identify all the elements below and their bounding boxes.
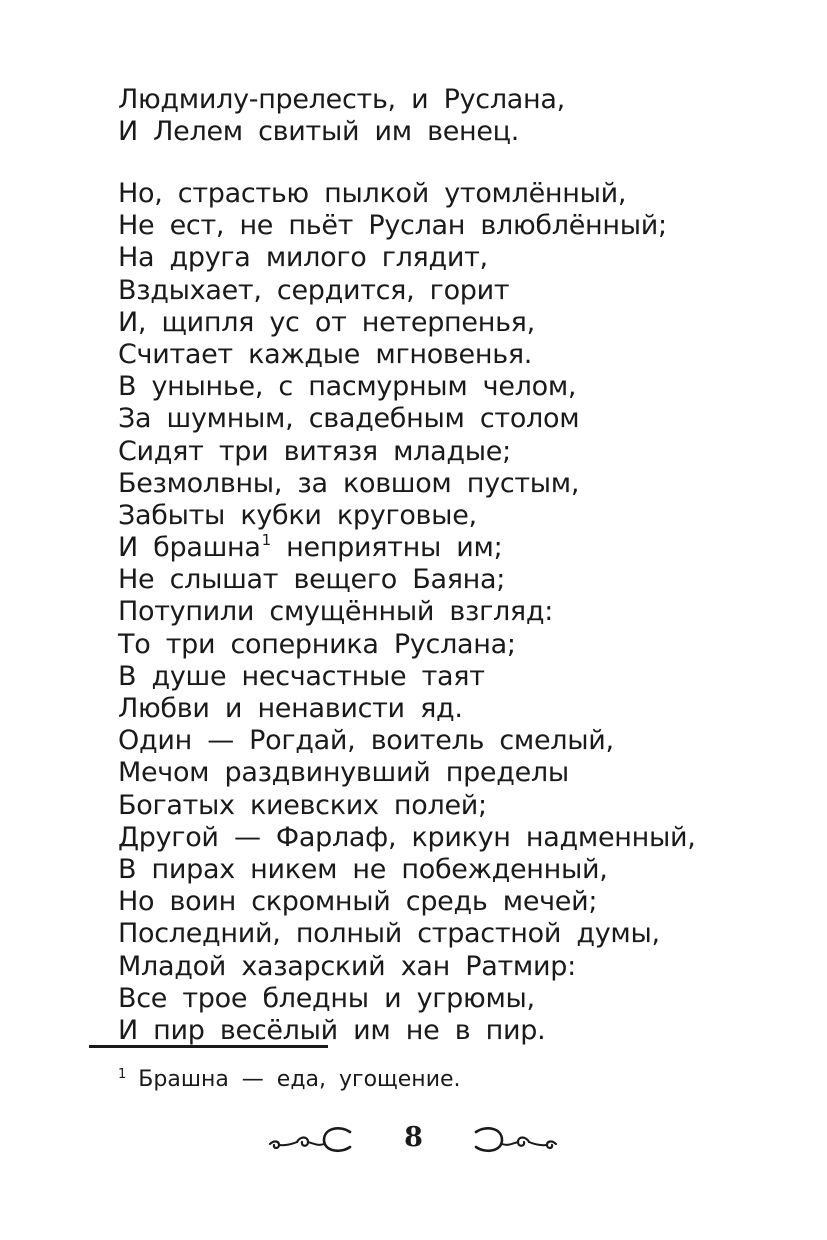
verse-line: В пирах никем не побежденный, [118, 853, 608, 885]
right-flourish-icon [470, 1122, 560, 1158]
stanza-2 [118, 178, 696, 1047]
verse-line: Младой хазарский хан Ратмир: [118, 950, 576, 982]
verse-line: В душе несчастные таят [118, 660, 485, 692]
verse-line: Считает каждые мгновенья. [118, 338, 533, 370]
verse-line: В унынье, с пасмурным челом, [118, 371, 577, 403]
verse-line: На друга милого глядит, [118, 242, 488, 274]
verse-line-with-footnote [118, 532, 696, 564]
verse-line: Но воин скромный средь мечей; [118, 886, 598, 918]
verse-line: Вздыхает, сердится, горит [118, 274, 510, 306]
page-footer [0, 1118, 827, 1162]
verse-line: Забыты кубки круговые, [118, 499, 477, 531]
verse-line: Последний, полный страстной думы, [118, 918, 660, 950]
verse-line: Другой — Фарлаф, крикун надменный, [118, 821, 696, 853]
verse-line: Безмолвны, за ковшом пустым, [118, 467, 580, 499]
verse-line-end: неприятны им; [270, 532, 503, 564]
footnote-reference: 1 [261, 531, 271, 550]
verse-line: Все трое бледны и угрюмы, [118, 982, 535, 1014]
verse-line: Не слышат вещего Баяна; [118, 564, 506, 596]
verse-line: Людмилу-прелесть, и Руслана, [118, 84, 565, 115]
verse-line: Любви и ненависти яд. [118, 693, 463, 724]
footnote-marker: 1 [118, 1067, 127, 1082]
verse-line: Мечом раздвинувший пределы [118, 757, 569, 789]
verse-line: И Лелем свитый им венец. [118, 116, 520, 148]
verse-line: То три соперника Руслана; [118, 628, 516, 660]
left-flourish-icon [266, 1122, 356, 1158]
page-number: 8 [404, 1122, 423, 1153]
stanza-1 [118, 84, 565, 148]
verse-line: Один — Рогдай, воитель смелый, [118, 725, 614, 757]
verse-line-start: И брашна [118, 532, 261, 564]
footnote-text: Брашна — еда, угощение. [138, 1067, 461, 1092]
verse-line: И, щипля ус от нетерпенья, [118, 306, 535, 338]
verse-line: И пир весёлый им не в пир. [118, 1014, 546, 1046]
footnote [118, 1066, 461, 1094]
footnote-divider [89, 1045, 328, 1048]
verse-line: За шумным, свадебным столом [118, 403, 580, 435]
verse-line: Не ест, не пьёт Руслан влюблённый; [118, 210, 667, 242]
verse-line: Сидят три витязя младые; [118, 435, 511, 467]
verse-line: Но, страстью пылкой утомлённый, [118, 178, 627, 209]
verse-line: Богатых киевских полей; [118, 789, 487, 821]
verse-line: Потупили смущённый взгляд: [118, 596, 554, 628]
